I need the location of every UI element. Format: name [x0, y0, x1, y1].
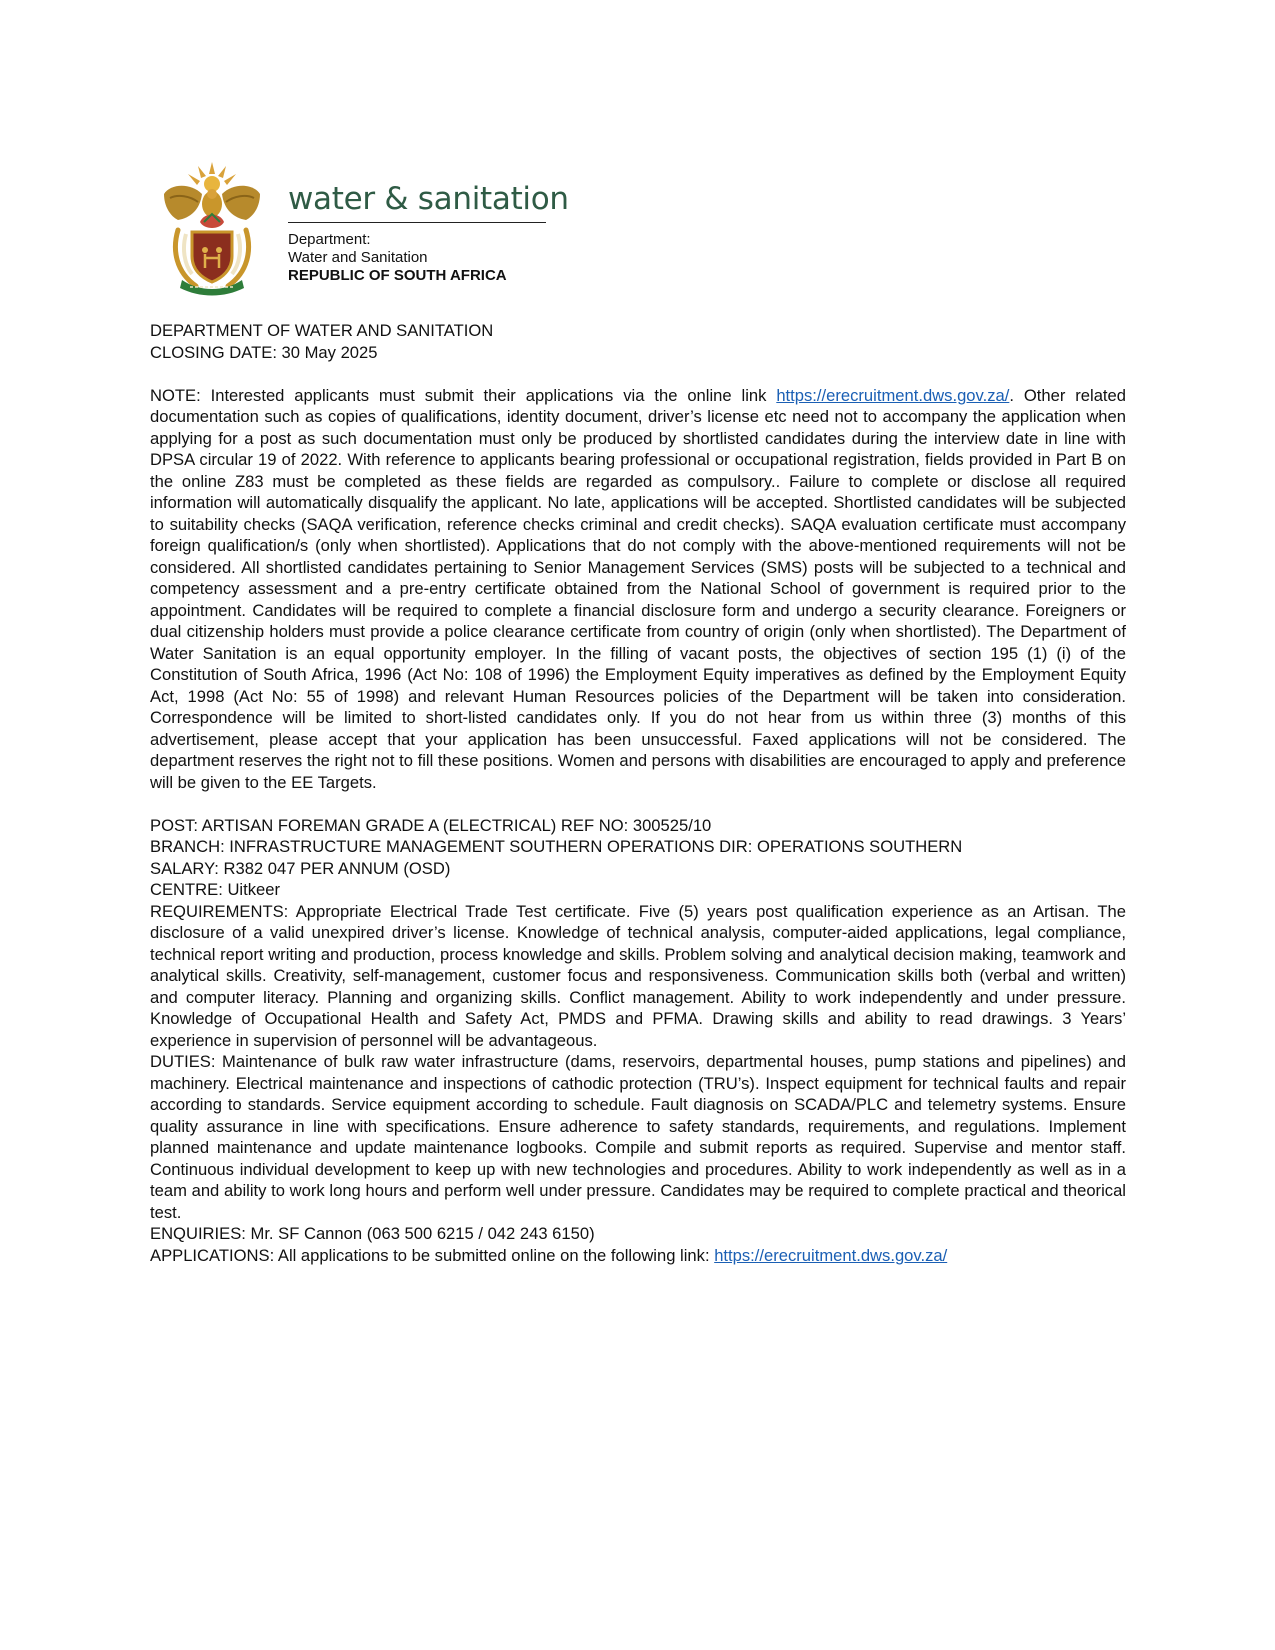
erecruitment-link[interactable]: https://erecruitment.dws.gov.za/	[776, 385, 1010, 405]
post-salary: SALARY: R382 047 PER ANNUM (OSD)	[150, 858, 451, 878]
post-title: POST: ARTISAN FOREMAN GRADE A (ELECTRICAL) REF NO: 300525/10	[150, 815, 712, 835]
spacer	[150, 793, 1126, 815]
post-enquiries: ENQUIRIES: Mr. SF Cannon (063 500 6215 / 042 243 6150)	[150, 1224, 595, 1243]
applications-lead: APPLICATIONS: All applications to be submitted online on the following link:	[150, 1245, 715, 1265]
advert-body	[150, 320, 1126, 1266]
spacer	[150, 363, 1126, 385]
brand-divider	[288, 222, 546, 223]
post-branch: BRANCH: INFRASTRUCTURE MANAGEMENT SOUTHERN OPERATIONS DIR: OPERATIONS SOUTHERN	[150, 837, 963, 856]
closing-date: CLOSING DATE: 30 May 2025	[150, 342, 378, 362]
note-paragraph	[150, 385, 1126, 794]
brand-block	[288, 182, 569, 285]
post-duties: DUTIES: Maintenance of bulk raw water infrastructure (dams, reservoirs, departmental houses, pump stations and pipelines) and machinery. Electrical maintenance and inspections of cathodic protection (TRU’s). Inspect equipment for technical faults and repair according to standards. Service equipment according to schedule. Fault diagnosis on SCADA/PLC and telemetry systems. Ensure quality assurance in line with specifications. Ensure adherence to safety standards, requirements, and regulations. Implement planned maintenance and update maintenance logbooks. Compile and submit reports as required. Supervise and mentor staff. Continuous individual development to keep up with new technologies and procedures. Ability to work independently as well as in a team and ability to work long hours and perform well under pressure. Candidates may be required to complete practical and theorical test.	[150, 1052, 1126, 1222]
note-lead: NOTE: Interested applicants must submit their applications via the online link	[150, 385, 777, 405]
post-applications	[150, 1245, 1126, 1267]
country-name: REPUBLIC OF SOUTH AFRICA	[288, 267, 507, 284]
department-heading: DEPARTMENT OF WATER AND SANITATION	[150, 321, 494, 340]
note-body: . Other related documentation such as copies of qualifications, identity document, driver’s license etc need not to accompany the application when applying for a post as such documentation must only be produced by shortlisted candidates during the interview date in line with DPSA circular 19 of 2022. With reference to applicants bearing professional or occupational registration, fields provided in Part B on the online Z83 must be completed as these fields are regarded as compulsory.. Failure to complete or disclose all required information will automatically disqualify the applicant. No late, applications will be accepted. Shortlisted candidates will be subjected to suitability checks (SAQA verification, reference checks criminal and credit checks). SAQA evaluation certificate must accompany foreign qualification/s (only when shortlisted). Applications that do not comply with the above-mentioned requirements will not be considered. All shortlisted candidates pertaining to Senior Management Services (SMS) posts will be subjected to a technical and competency assessment and a pre-entry certificate obtained from the National School of government is required prior to the appointment. Candidates will be required to complete a financial disclosure form and undergo a security clearance. Foreigners or dual citizenship holders must provide a police clearance certificate from country of origin (only when shortlisted). The Department of Water Sanitation is an equal opportunity employer. In the filling of vacant posts, the objectives of section 195 (1) (i) of the Constitution of South Africa, 1996 (Act No: 108 of 1996) the Employment Equity imperatives as defined by the Employment Equity Act, 1998 (Act No: 55 of 1998) and relevant Human Resources policies of the Department will be taken into consideration. Correspondence will be limited to short-listed candidates only. If you do not hear from us within three (3) months of this advertisement, please accept that your application has been unsuccessful. Faxed applications will not be considered. The department reserves the right not to fill these positions. Women and persons with disabilities are encouraged to apply and preference will be given to the EE Targets.	[150, 385, 1126, 792]
post-requirements: REQUIREMENTS: Appropriate Electrical Trade Test certificate. Five (5) years post qualification experience as an Artisan. The disclosure of a valid unexpired driver’s license. Knowledge of technical analysis, computer-aided applications, legal compliance, technical report writing and production, process knowledge and skills. Problem solving and analytical decision making, teamwork and analytical skills. Creativity, self-management, customer focus and responsiveness. Communication skills both (verbal and written) and computer literacy. Planning and organizing skills. Conflict management. Ability to work independently and under pressure. Knowledge of Occupational Health and Safety Act, PMDS and PFMA. Drawing skills and ability to read drawings. 3 Years’ experience in supervision of personnel will be advantageous.	[150, 901, 1126, 1050]
department-name: Water and Sanitation	[288, 249, 428, 266]
letterhead	[160, 160, 569, 300]
department-label: Department:	[288, 231, 371, 248]
post-centre: CENTRE: Uitkeer	[150, 880, 281, 899]
brand-title: water & sanitation	[288, 181, 569, 217]
applications-link[interactable]: https://erecruitment.dws.gov.za/	[714, 1245, 948, 1265]
coat-of-arms-icon	[160, 160, 264, 296]
